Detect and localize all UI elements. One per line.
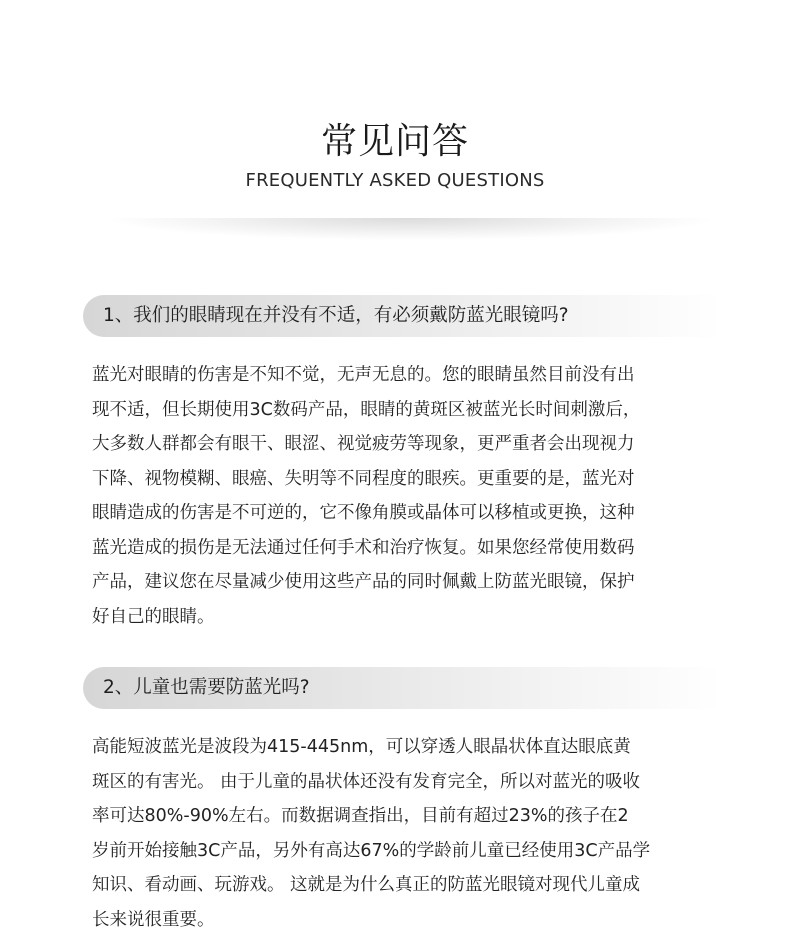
- answer-1-line: 蓝光对眼睛的伤害是不知不觉，无声无息的。您的眼睛虽然目前没有出: [92, 365, 635, 385]
- answer-1-line: 蓝光造成的损伤是无法通过任何手术和治疗恢复。如果您经常使用数码: [92, 537, 635, 558]
- answer-1-line: 产品，建议您在尽量减少使用这些产品的同时佩戴上防蓝光眼镜，保护: [92, 572, 635, 592]
- answer-1-line: 好自己的眼睛。: [92, 606, 215, 627]
- page-title: 常见问答: [320, 121, 469, 162]
- answer-1-line: 大多数人群都会有眼干、眼涩、视觉疲劳等现象，更严重者会出现视力: [92, 434, 635, 454]
- answer-1-line: 下降、视物模糊、眼癌、失明等不同程度的眼疾。更重要的是，蓝光对: [92, 468, 635, 489]
- answer-2-line: 岁前开始接触3C产品，另外有高达67%的学龄前儿童已经使用3C产品学: [92, 840, 651, 861]
- question-2-text: 2、儿童也需要防蓝光吗?: [103, 677, 310, 698]
- title-divider-shadow: [110, 218, 710, 240]
- answer-1-line: 眼睛造成的伤害是不可逆的，它不像角膜或晶体可以移植或更换，这种: [92, 503, 635, 523]
- answer-1: [92, 358, 732, 634]
- answer-2-line: 长来说很重要。: [92, 909, 215, 930]
- answer-2: [92, 730, 732, 937]
- answer-2-line: 率可达80%-90%左右。而数据调查指出，目前有超过23%的孩子在2: [92, 806, 629, 826]
- page-subtitle: FREQUENTLY ASKED QUESTIONS: [245, 170, 545, 191]
- answer-2-line: 知识、看动画、玩游戏。 这就是为什么真正的防蓝光眼镜对现代儿童成: [92, 875, 641, 895]
- answer-1-line: 现不适，但长期使用3C数码产品，眼睛的黄斑区被蓝光长时间刺激后，: [92, 399, 641, 420]
- answer-2-line: 高能短波蓝光是波段为415-445nm，可以穿透人眼晶状体直达眼底黄: [92, 737, 631, 757]
- answer-2-line: 斑区的有害光。 由于儿童的晶状体还没有发育完全，所以对蓝光的吸收: [92, 771, 641, 792]
- question-1-text: 1、我们的眼睛现在并没有不适，有必须戴防蓝光眼镜吗?: [103, 305, 569, 326]
